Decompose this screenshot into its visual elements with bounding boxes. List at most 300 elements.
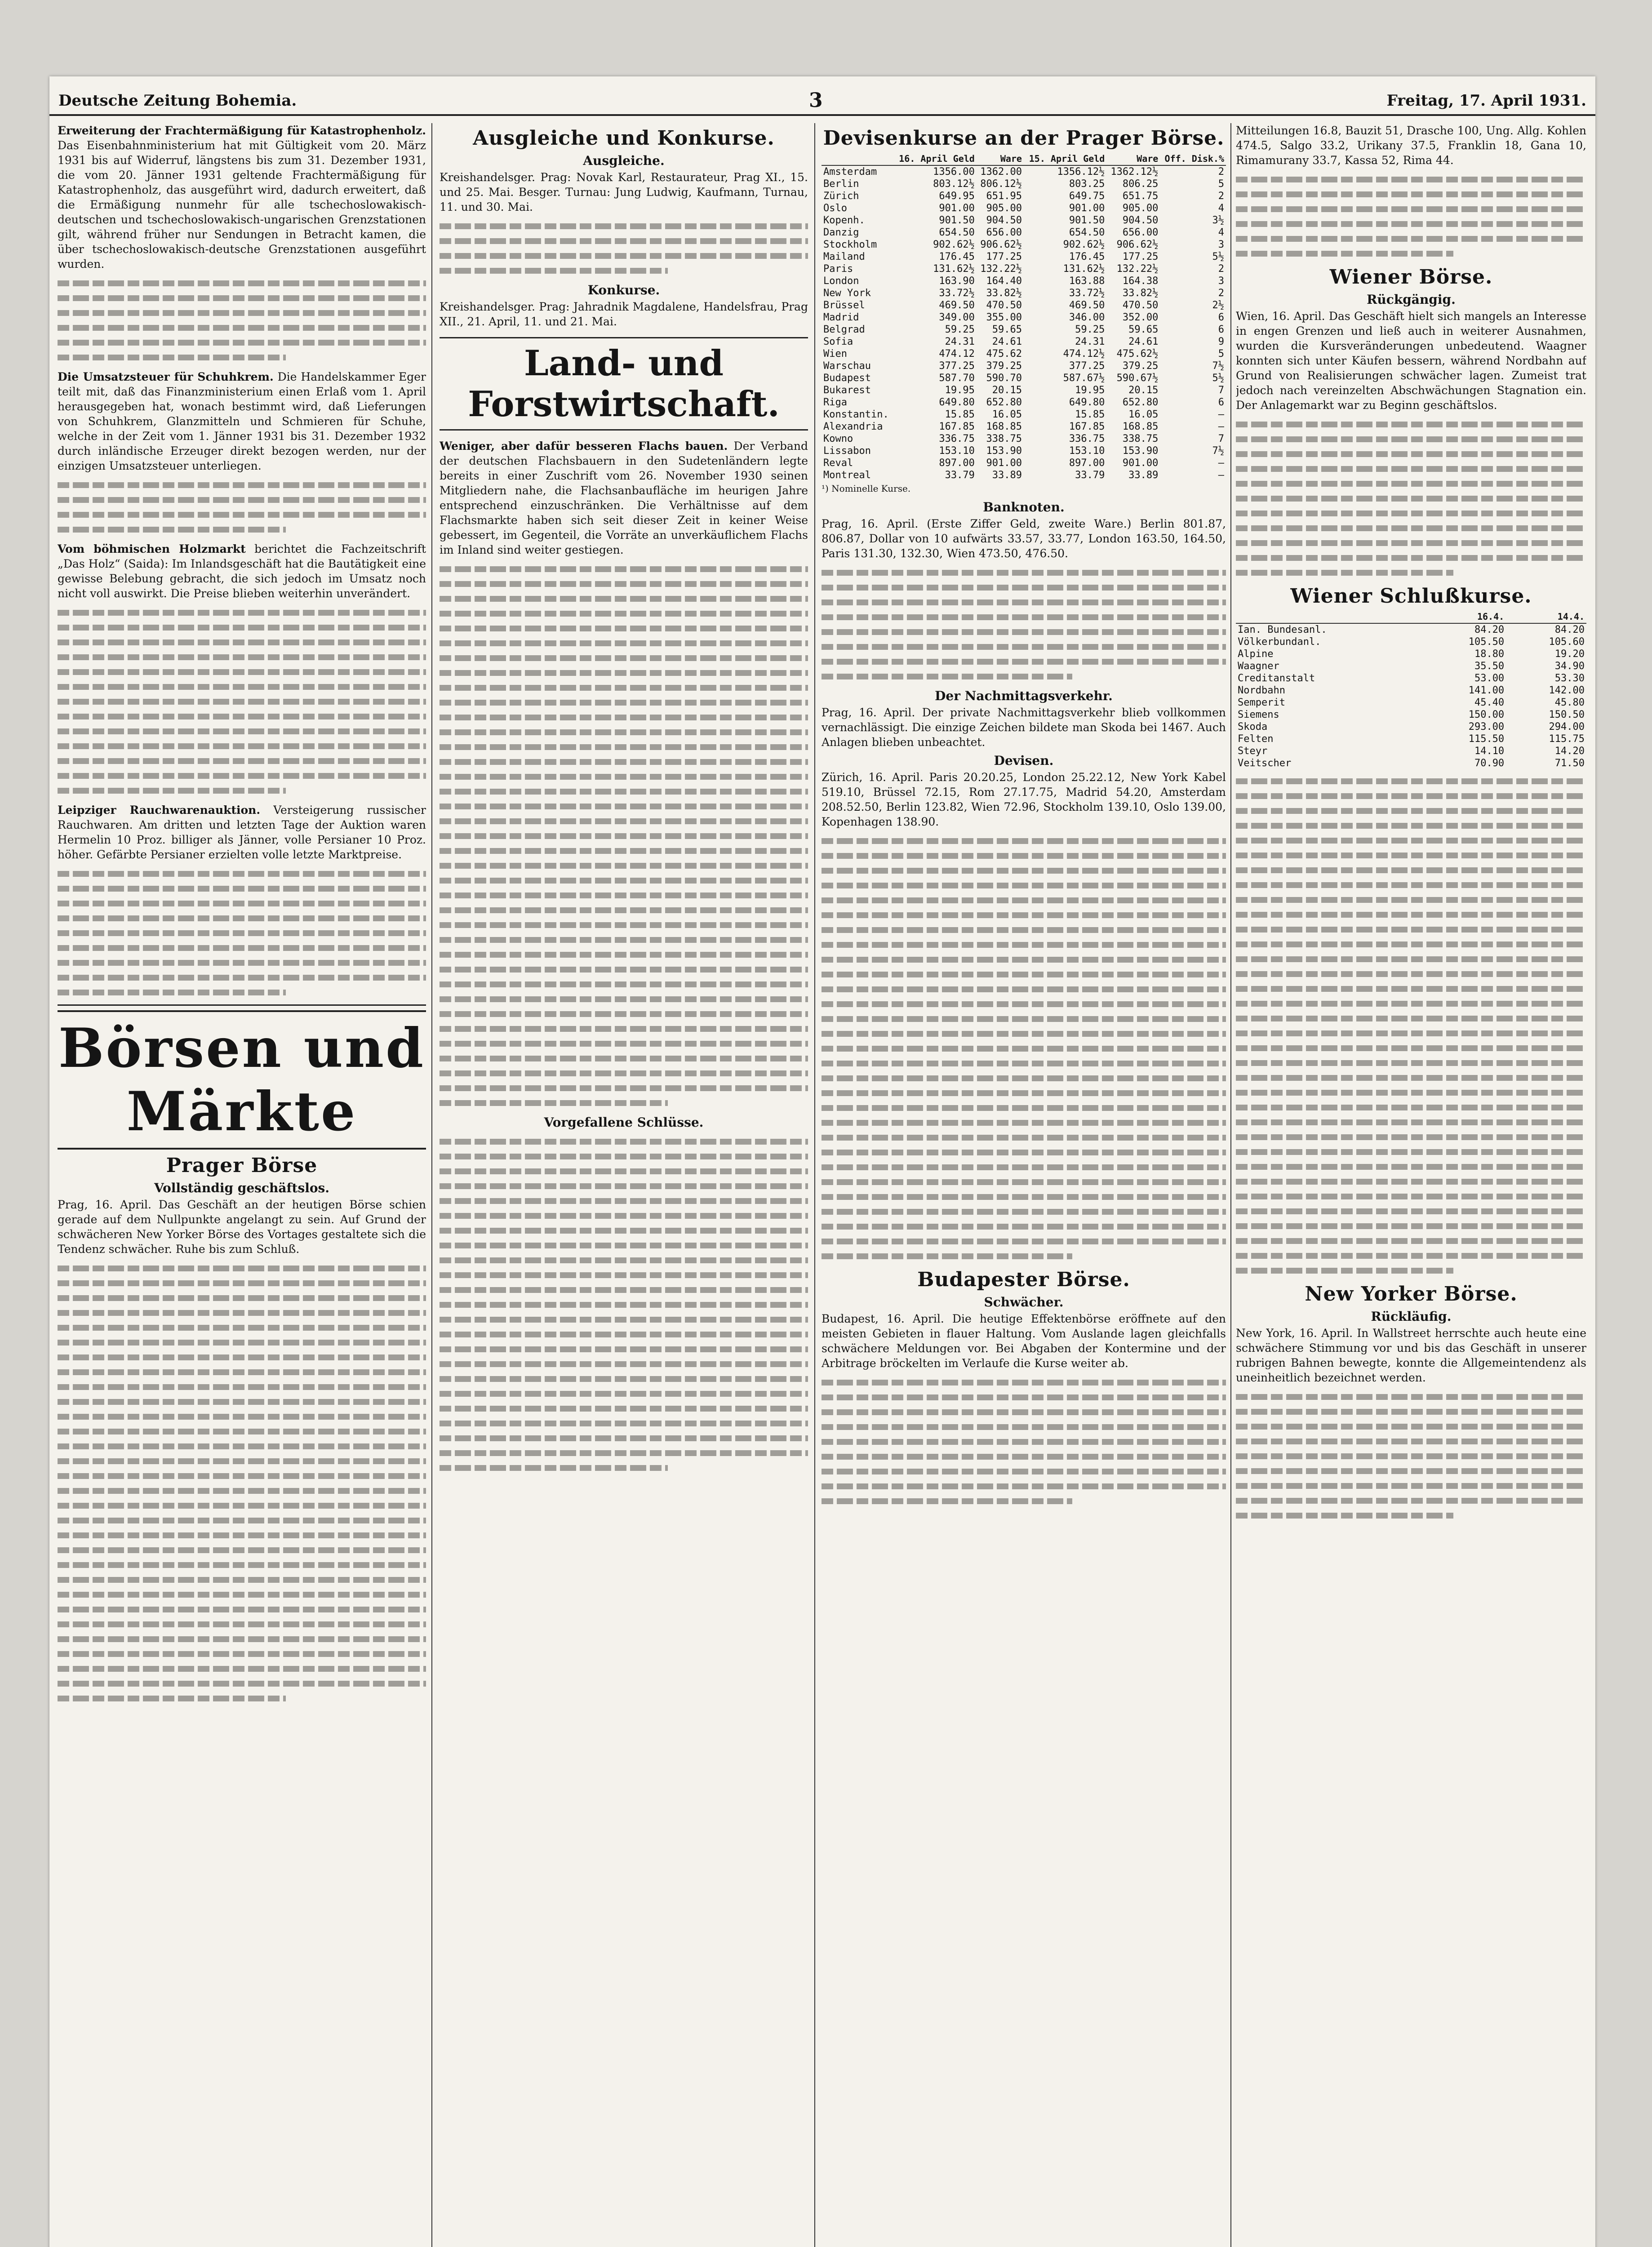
- table-cell: —: [1218, 470, 1224, 481]
- table-cell: 115.50: [1468, 733, 1505, 745]
- column-rule: [814, 123, 815, 2247]
- text-block: [440, 566, 808, 1106]
- column-header: [1236, 610, 1426, 623]
- subsection-title: Der Nachmittagsverkehr.: [935, 688, 1113, 703]
- article-text: Prag, 16. April. (Erste Ziffer Geld, zweite Ware.) Berlin 801.87, 806.87, Dollar von 10 aufwärts 33.57, 33.77, London 163.50, 164.50, Paris 131.30, 132.30, Wien 473.50, 476.50.: [822, 517, 1226, 560]
- table-cell: Bukarest: [823, 385, 871, 396]
- table-cell: 167.85: [1069, 421, 1105, 432]
- table-cell: 7: [1218, 385, 1224, 396]
- table-row: [822, 165, 1226, 178]
- table-cell: 153.10: [1069, 445, 1105, 457]
- article-text: Zürich, 16. April. Paris 20.20.25, London 25.22.12, New York Kabel 519.10, Brüssel 72.15, Rom 27.17.75, Madrid 54.20, Amsterdam 208.52.50, Berlin 123.82, Wien 72.96, Stockholm 139.10, Oslo 139.00, Kopenhagen 138.90.: [822, 771, 1226, 828]
- table-cell: 168.85: [1122, 421, 1159, 432]
- table-row: [822, 421, 1226, 433]
- table-cell: 904.50: [1122, 215, 1159, 226]
- table-cell: Mailand: [823, 251, 865, 262]
- table-cell: 167.85: [939, 421, 975, 432]
- table-cell: 163.88: [1069, 275, 1105, 287]
- table-cell: Steyr: [1238, 746, 1268, 757]
- article-text: Prag, 16. April. Der private Nachmittagsverkehr blieb vollkommen vernachlässigt. Die einzige Zeichen bildete man Skoda bei 1467. Auch Anlagen blieben unbeachtet.: [822, 706, 1226, 749]
- table-cell: 24.31: [945, 336, 975, 347]
- newspaper-page: [49, 76, 1595, 2247]
- table-row: [822, 469, 1226, 481]
- column-header: Ware: [977, 152, 1024, 165]
- table-cell: 14.10: [1474, 746, 1505, 757]
- table-row: [822, 251, 1226, 263]
- table-cell: 115.75: [1549, 733, 1585, 745]
- table-row: [1236, 684, 1586, 697]
- text-block: [440, 1139, 808, 1471]
- subsection-subtitle: Vollständig geschäftslos.: [154, 1181, 330, 1195]
- table-cell: 34.90: [1554, 661, 1585, 672]
- table-cell: 131.62½: [933, 263, 975, 275]
- table-cell: Skoda: [1238, 721, 1268, 733]
- article-headline: Erweiterung der Frachtermäßigung für Katastrophenholz.: [58, 124, 426, 137]
- table-cell: 33.82½: [1122, 288, 1159, 299]
- column-header: 16. April Geld: [893, 152, 976, 165]
- table-cell: 654.50: [1069, 227, 1105, 238]
- table-cell: 336.75: [1069, 433, 1105, 444]
- article-paragraph: [58, 803, 426, 862]
- table-cell: —: [1218, 457, 1224, 469]
- text-block: [58, 871, 426, 995]
- table-cell: 1356.12½: [1057, 166, 1105, 178]
- table-cell: 24.61: [992, 336, 1022, 347]
- table-cell: 15.85: [1075, 409, 1105, 420]
- table-cell: Danzig: [823, 227, 859, 238]
- table-cell: 379.25: [986, 360, 1022, 372]
- table-cell: 19.20: [1554, 648, 1585, 660]
- table-cell: 2: [1218, 191, 1224, 202]
- article-headline: Die Umsatzsteuer für Schuhkrem.: [58, 370, 274, 383]
- table-cell: 5: [1218, 178, 1224, 190]
- table-cell: 901.00: [939, 203, 975, 214]
- table-row: [1236, 648, 1586, 660]
- table-row: [1236, 721, 1586, 733]
- table-cell: 70.90: [1474, 758, 1505, 769]
- table-cell: Belgrad: [823, 324, 865, 335]
- table-row: [822, 287, 1226, 299]
- table-cell: 59.65: [1128, 324, 1159, 335]
- table-cell: 469.50: [939, 300, 975, 311]
- article-text: Kreishandelsger. Prag: Jahradnik Magdalene, Handelsfrau, Prag XII., 21. April, 11. und 21. Mai.: [440, 300, 808, 328]
- article-text: Kreishandelsger. Prag: Novak Karl, Restaurateur, Prag XI., 15. und 25. Mai. Besger. Turnau: Jung Ludwig, Kaufmann, Turnau, 11. und 30. Mai.: [440, 171, 808, 213]
- article-headline: Leipziger Rauchwarenauktion.: [58, 804, 261, 817]
- text-block: [822, 1380, 1226, 1504]
- article-text: Budapest, 16. April. Die heutige Effektenbörse eröffnete auf den meisten Gebieten in flauer Haltung. Vom Auslande lagen gleichfalls schwächere Meldungen vor. Bei Abgaben der Kontermine und der Arbitrage bröckelten im Verlaufe die Kurse weiter ab.: [822, 1312, 1226, 1370]
- table-cell: 906.62½: [980, 239, 1022, 250]
- table-cell: 336.75: [939, 433, 975, 444]
- table-cell: 33.79: [1075, 470, 1105, 481]
- table-cell: 1362.12½: [1110, 166, 1159, 178]
- table-cell: 3½: [1212, 215, 1224, 226]
- table-cell: Amsterdam: [823, 166, 877, 178]
- table-cell: 469.50: [1069, 300, 1105, 311]
- article-text: Der Verband der deutschen Flachsbauern in den Sudetenländern legte bereits in einer Zuschrift vom 26. November 1930 seinen Mitgliedern nahe, die Flachsanbaufläche im heurigen Jahre entsprechend einzuschränken. Die Verhältnisse auf dem Flachsmarkte haben sich seit dieser Zeit in keiner Weise gebessert, im Gegenteil, die Vorräte an unverkäuflichem Flachs im Inland sind weiter gestiegen.: [440, 440, 808, 556]
- table-row: [1236, 709, 1586, 721]
- table-cell: 906.62½: [1116, 239, 1159, 250]
- table-row: [1236, 745, 1586, 757]
- table-cell: 33.82½: [986, 288, 1022, 299]
- article-text: Die Handelskammer Eger teilt mit, daß das Finanzministerium einen Erlaß vom 1. April herausgegeben hat, wonach bestimmt wird, daß Lieferungen von Schuhkrem, Glanzmitteln und Schmieren für Schuhe, welche in der Zeit vom 1. Jänner 1931 bis 31. Dezember 1932 durch inländische Erzeuger direkt bezogen werden, nur der einzigen Umsatzsteuer unterliegen.: [58, 370, 426, 472]
- page-header: [49, 89, 1595, 116]
- exchange-rate-table: [822, 152, 1226, 481]
- table-cell: 33.89: [1128, 470, 1159, 481]
- subsection-subtitle: Schwächer.: [984, 1295, 1064, 1310]
- table-cell: 475.62: [986, 348, 1022, 360]
- table-cell: 84.20: [1474, 624, 1505, 635]
- table-cell: Wien: [823, 348, 847, 360]
- section-title: Devisenkurse an der Prager Börse.: [823, 127, 1225, 150]
- table-cell: 905.00: [986, 203, 1022, 214]
- table-cell: 6: [1218, 324, 1224, 335]
- table-cell: 590.70: [986, 373, 1022, 384]
- page-number: 3: [809, 89, 823, 112]
- table-cell: Montreal: [823, 470, 871, 481]
- text-block: [1236, 422, 1586, 576]
- table-cell: 105.60: [1549, 636, 1585, 648]
- table-row: [822, 384, 1226, 396]
- table-cell: 806.25: [1122, 178, 1159, 190]
- table-cell: Semperit: [1238, 697, 1285, 708]
- table-cell: 3: [1218, 275, 1224, 287]
- column-rule: [431, 123, 432, 2247]
- article-text: Mitteilungen 16.8, Bauzit 51, Drasche 100, Ung. Allg. Kohlen 474.5, Salgo 33.2, Urikany 37.5, Franklin 18, Gana 10, Rimamurany 33.7, Kassa 52, Rima 44.: [1236, 124, 1586, 167]
- article-text: Prag, 16. April. Das Geschäft an der heutigen Börse schien gerade auf dem Nullpunkte angelangt zu sein. Auf Grund der schwächeren New Yorker Börse des Vortages gestaltete sich die Tendenz schwächer. Ruhe bis zum Schluß.: [58, 1198, 426, 1256]
- table-cell: 901.50: [939, 215, 975, 226]
- table-cell: New York: [823, 288, 871, 299]
- table-cell: Brüssel: [823, 300, 865, 311]
- table-cell: 803.25: [1069, 178, 1105, 190]
- table-cell: 33.79: [945, 470, 975, 481]
- table-cell: 33.72½: [1069, 288, 1105, 299]
- table-cell: 649.75: [1069, 191, 1105, 202]
- article-paragraph: [58, 542, 426, 601]
- table-cell: 153.10: [939, 445, 975, 457]
- issue-date: Freitag, 17. April 1931.: [1386, 92, 1586, 110]
- table-cell: 53.00: [1474, 673, 1505, 684]
- table-cell: 7½: [1212, 445, 1224, 457]
- section-title: New Yorker Börse.: [1305, 1283, 1518, 1306]
- article-headline: Vom böhmischen Holzmarkt: [58, 542, 246, 555]
- table-cell: 16.05: [992, 409, 1022, 420]
- table-row: [822, 275, 1226, 287]
- table-cell: 4: [1218, 227, 1224, 238]
- table-cell: Siemens: [1238, 709, 1279, 720]
- table-footnote: ¹) Nominelle Kurse.: [822, 483, 911, 494]
- table-cell: 470.50: [1122, 300, 1159, 311]
- table-cell: Berlin: [823, 178, 859, 190]
- table-cell: 355.00: [986, 312, 1022, 323]
- subsection-title: Prager Börse: [166, 1154, 318, 1177]
- article-text: Versteigerung russischer Rauchwaren. Am dritten und letzten Tage der Auktion waren Hermelin 10 Proz. billiger als Jänner, volle Persianer 10 Proz. höher. Gefärbte Persianer erzielten volle letzte Marktpreise.: [58, 804, 426, 861]
- table-cell: 6: [1218, 397, 1224, 408]
- table-cell: Waagner: [1238, 661, 1279, 672]
- table-cell: 474.12½: [1063, 348, 1105, 360]
- table-cell: 5½: [1212, 373, 1224, 384]
- table-cell: 294.00: [1549, 721, 1585, 733]
- table-cell: 897.00: [939, 457, 975, 469]
- divider: [58, 1004, 426, 1006]
- subsection-subtitle: Rückgängig.: [1367, 292, 1456, 307]
- table-cell: 901.00: [1122, 457, 1159, 469]
- table-cell: 9: [1218, 336, 1224, 347]
- table-row: [822, 445, 1226, 457]
- table-cell: 20.15: [992, 385, 1022, 396]
- table-cell: 587.70: [939, 373, 975, 384]
- table-cell: 654.50: [939, 227, 975, 238]
- table-cell: 14.20: [1554, 746, 1585, 757]
- subsection-title: Konkurse.: [587, 283, 660, 298]
- table-cell: 1362.00: [980, 166, 1022, 178]
- table-row: [822, 263, 1226, 275]
- table-cell: Konstantin.: [823, 409, 889, 420]
- table-row: [822, 433, 1226, 445]
- table-cell: Veitscher: [1238, 758, 1292, 769]
- table-cell: 105.50: [1468, 636, 1505, 648]
- table-cell: 902.62½: [1063, 239, 1105, 250]
- table-cell: 153.90: [986, 445, 1022, 457]
- table-cell: 649.80: [939, 397, 975, 408]
- table-cell: 150.00: [1468, 709, 1505, 720]
- table-cell: 4: [1218, 203, 1224, 214]
- table-cell: 349.00: [939, 312, 975, 323]
- table-cell: 656.00: [986, 227, 1022, 238]
- table-cell: 651.95: [986, 191, 1022, 202]
- table-cell: 53.30: [1554, 673, 1585, 684]
- table-cell: 153.90: [1122, 445, 1159, 457]
- table-row: [822, 348, 1226, 360]
- article-headline: Weniger, aber dafür besseren Flachs bauen.: [440, 440, 728, 453]
- subsection-title: Ausgleiche.: [583, 153, 665, 168]
- column-1: [58, 123, 426, 2247]
- section-title: Land- und Forstwirtschaft.: [440, 337, 808, 431]
- text-block: [58, 482, 426, 533]
- table-cell: 346.00: [1069, 312, 1105, 323]
- table-cell: Lissabon: [823, 445, 871, 457]
- article-text: New York, 16. April. In Wallstreet herrschte auch heute eine schwächere Stimmung vor und bis das Geschäft in unserer rubrigen Bahnen bewegte, konnte die Allgemeintendenz als uneinheitlich bezeichnet werden.: [1236, 1327, 1586, 1384]
- section-title: Budapester Börse.: [917, 1268, 1130, 1291]
- column-4: [1236, 123, 1586, 2247]
- table-cell: 164.38: [1122, 275, 1159, 287]
- table-cell: 475.62½: [1116, 348, 1159, 360]
- table-cell: 652.80: [986, 397, 1022, 408]
- table-cell: Alexandria: [823, 421, 883, 432]
- table-cell: Felten: [1238, 733, 1274, 745]
- section-title: Wiener Schlußkurse.: [1290, 585, 1532, 608]
- table-cell: Alpine: [1238, 648, 1274, 660]
- text-block: [1236, 177, 1586, 257]
- table-cell: 649.80: [1069, 397, 1105, 408]
- text-block: [58, 280, 426, 360]
- column-3: [822, 123, 1226, 2247]
- table-cell: Kopenh.: [823, 215, 865, 226]
- table-cell: 803.12½: [933, 178, 975, 190]
- table-cell: 897.00: [1069, 457, 1105, 469]
- section-title: Börsen und Märkte: [58, 1010, 426, 1150]
- table-row: [822, 299, 1226, 311]
- table-cell: 141.00: [1468, 685, 1505, 696]
- table-cell: Reval: [823, 457, 853, 469]
- table-cell: 338.75: [986, 433, 1022, 444]
- table-cell: Riga: [823, 397, 847, 408]
- table-row: [822, 226, 1226, 239]
- article-text: Wien, 16. April. Das Geschäft hielt sich mangels an Interesse in engen Grenzen und ließ auch in weiterer Ausnahmen, wurden die Kursveränderungen unbedeutend. Waagner konnten sich unter Käufen bessern, während Nordbahn auf Grund von Realisierungen schwächer lagen. Zumeist trat jedoch nach vereinzelten Abschwächungen Stagnation ein. Der Anlagemarkt war zu Beginn geschäftslos.: [1236, 310, 1586, 412]
- table-cell: Warschau: [823, 360, 871, 372]
- subsection-title: Banknoten.: [983, 500, 1065, 515]
- table-cell: 7½: [1212, 360, 1224, 372]
- table-cell: 6: [1218, 312, 1224, 323]
- table-cell: 150.50: [1549, 709, 1585, 720]
- article-paragraph: [440, 439, 808, 557]
- table-cell: 16.05: [1128, 409, 1159, 420]
- article-paragraph: [58, 123, 426, 271]
- table-cell: 131.62½: [1063, 263, 1105, 275]
- table-row: [822, 360, 1226, 372]
- newspaper-name: Deutsche Zeitung Bohemia.: [58, 92, 297, 110]
- table-cell: Budapest: [823, 373, 871, 384]
- table-row: [1236, 757, 1586, 769]
- article-text: berichtet die Fachzeitschrift „Das Holz“ (Saida): Im Inlandsgeschäft hat die Bautätigkeit eine gewisse Belebung gebracht, die sich jedoch im Umsatz noch nicht voll auswirkt. Die Preise blieben weiterhin unverändert.: [58, 542, 426, 600]
- table-cell: 902.62½: [933, 239, 975, 250]
- text-block: [1236, 1394, 1586, 1519]
- table-cell: Sofia: [823, 336, 853, 347]
- table-cell: 379.25: [1122, 360, 1159, 372]
- text-block: [58, 610, 426, 794]
- closing-prices-table: [1236, 610, 1586, 769]
- table-cell: London: [823, 275, 859, 287]
- text-block: [1236, 778, 1586, 1274]
- table-cell: 176.45: [939, 251, 975, 262]
- column-header: Off. Disk.%: [1160, 152, 1226, 165]
- subsection-title: Devisen.: [994, 753, 1054, 768]
- table-cell: 656.00: [1122, 227, 1159, 238]
- table-cell: 352.00: [1122, 312, 1159, 323]
- table-cell: 142.00: [1549, 685, 1585, 696]
- subsection-subtitle: Rückläufig.: [1371, 1309, 1452, 1324]
- table-cell: 132.22½: [1116, 263, 1159, 275]
- table-row: [1236, 623, 1586, 636]
- column-header: 15. April Geld: [1024, 152, 1106, 165]
- table-row: [822, 190, 1226, 202]
- table-row: [822, 372, 1226, 384]
- table-row: [1236, 733, 1586, 745]
- table-row: [822, 324, 1226, 336]
- table-row: [1236, 672, 1586, 684]
- table-cell: 1356.00: [933, 166, 975, 178]
- column-header: 14.4.: [1506, 610, 1586, 623]
- table-cell: 177.25: [986, 251, 1022, 262]
- article-text: Das Eisenbahnministerium hat mit Gültigkeit vom 20. März 1931 bis auf Widerruf, längstens bis zum 31. Dezember 1931, die vom 20. Jänner 1931 geltende Frachtermäßigung für Katastrophenholz, das ausgeführt wird, dadurch erweitert, daß die Ermäßigung nunmehr für alle tschechoslowakisch-deutschen und tschechoslowakisch-ungarischen Grenzstationen gilt, während früher nur Sendungen in Betracht kamen, die über tschechoslowakisch-deutsche Grenzstationen ausgeführt wurden.: [58, 139, 426, 271]
- table-cell: 45.80: [1554, 697, 1585, 708]
- table-cell: 19.95: [945, 385, 975, 396]
- table-cell: 20.15: [1128, 385, 1159, 396]
- table-cell: Stockholm: [823, 239, 877, 250]
- table-row: [822, 239, 1226, 251]
- table-cell: 651.75: [1122, 191, 1159, 202]
- table-row: [822, 409, 1226, 421]
- table-cell: 59.25: [945, 324, 975, 335]
- text-block: [822, 570, 1226, 679]
- table-cell: 293.00: [1468, 721, 1505, 733]
- table-row: [822, 336, 1226, 348]
- table-cell: 377.25: [1069, 360, 1105, 372]
- table-cell: Ian. Bundesanl.: [1238, 624, 1327, 635]
- table-cell: 168.85: [986, 421, 1022, 432]
- table-cell: 2: [1218, 263, 1224, 275]
- table-cell: 474.12: [939, 348, 975, 360]
- table-row: [822, 311, 1226, 324]
- table-cell: 84.20: [1554, 624, 1585, 635]
- table-row: [1236, 636, 1586, 648]
- table-cell: 901.00: [1069, 203, 1105, 214]
- table-cell: 377.25: [939, 360, 975, 372]
- table-cell: 587.67½: [1063, 373, 1105, 384]
- text-block: [440, 223, 808, 274]
- column-rule: [1230, 123, 1231, 2247]
- table-cell: 71.50: [1554, 758, 1585, 769]
- section-title: Ausgleiche und Konkurse.: [473, 127, 775, 150]
- column-header: [822, 152, 893, 165]
- table-cell: 2: [1218, 288, 1224, 299]
- table-cell: 904.50: [986, 215, 1022, 226]
- table-cell: 176.45: [1069, 251, 1105, 262]
- table-cell: Paris: [823, 263, 853, 275]
- table-cell: Oslo: [823, 203, 847, 214]
- article-paragraph: [58, 369, 426, 473]
- table-row: [822, 178, 1226, 190]
- table-cell: 33.72½: [939, 288, 975, 299]
- table-cell: 901.00: [986, 457, 1022, 469]
- table-cell: 24.31: [1075, 336, 1105, 347]
- table-cell: Madrid: [823, 312, 859, 323]
- text-block: [58, 1266, 426, 1701]
- table-cell: 15.85: [945, 409, 975, 420]
- column-2: [440, 123, 808, 2247]
- column-header: Ware: [1106, 152, 1160, 165]
- table-cell: Völkerbundanl.: [1238, 636, 1321, 648]
- table-cell: 177.25: [1122, 251, 1159, 262]
- table-cell: 2: [1218, 166, 1224, 178]
- table-cell: 901.50: [1069, 215, 1105, 226]
- table-cell: —: [1218, 409, 1224, 420]
- table-row: [1236, 697, 1586, 709]
- table-cell: 905.00: [1122, 203, 1159, 214]
- table-cell: Zürich: [823, 191, 859, 202]
- table-cell: 35.50: [1474, 661, 1505, 672]
- text-block: [822, 838, 1226, 1259]
- table-row: [1236, 660, 1586, 672]
- table-cell: 19.95: [1075, 385, 1105, 396]
- table-cell: Kowno: [823, 433, 853, 444]
- table-cell: 163.90: [939, 275, 975, 287]
- table-cell: 59.25: [1075, 324, 1105, 335]
- table-cell: 45.40: [1474, 697, 1505, 708]
- table-cell: 2½: [1212, 300, 1224, 311]
- table-cell: 470.50: [986, 300, 1022, 311]
- table-cell: 652.80: [1122, 397, 1159, 408]
- table-cell: 164.40: [986, 275, 1022, 287]
- table-row: [822, 202, 1226, 214]
- table-cell: 24.61: [1128, 336, 1159, 347]
- table-cell: —: [1218, 421, 1224, 432]
- table-cell: 33.89: [992, 470, 1022, 481]
- table-cell: 806.12½: [980, 178, 1022, 190]
- subsection-title: Vorgefallene Schlüsse.: [544, 1115, 704, 1130]
- table-cell: 649.95: [939, 191, 975, 202]
- table-cell: 338.75: [1122, 433, 1159, 444]
- table-cell: Creditanstalt: [1238, 673, 1315, 684]
